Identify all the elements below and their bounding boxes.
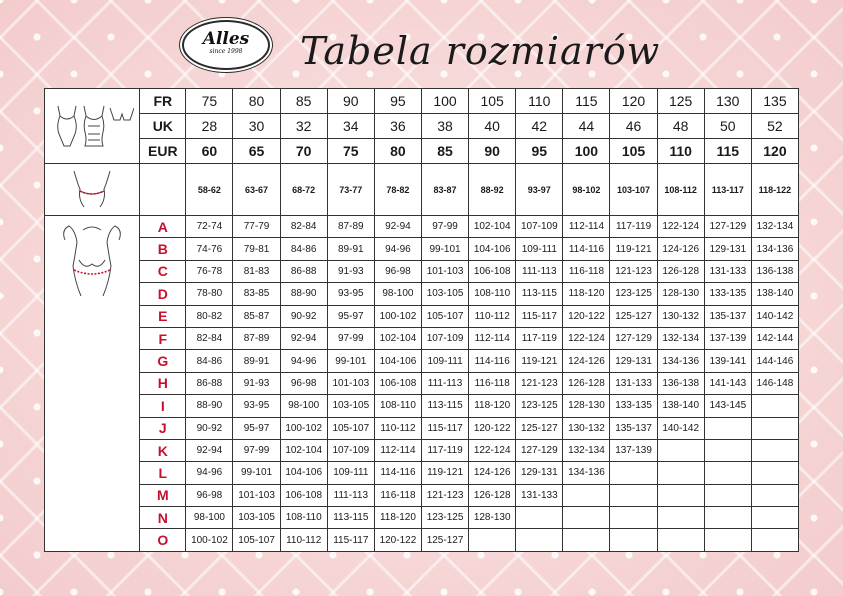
bust-range-cell xyxy=(751,439,798,461)
fr-size-cell: 90 xyxy=(327,89,374,114)
bust-range-cell xyxy=(657,462,704,484)
bust-range-cell: 120-122 xyxy=(469,417,516,439)
waist-label-cell xyxy=(140,164,186,216)
bust-range-cell xyxy=(704,507,751,529)
bust-row xyxy=(45,417,799,439)
eur-size-cell: 90 xyxy=(469,139,516,164)
eur-size-cell: 95 xyxy=(516,139,563,164)
bust-range-cell: 110-112 xyxy=(280,529,327,551)
bust-range-cell: 136-138 xyxy=(751,260,798,282)
waist-row xyxy=(45,164,799,216)
bust-row xyxy=(45,462,799,484)
bust-range-cell xyxy=(657,529,704,551)
bust-range-cell xyxy=(751,529,798,551)
bust-range-cell: 113-115 xyxy=(421,395,468,417)
bust-range-cell: 79-81 xyxy=(233,238,280,260)
bust-range-cell: 99-101 xyxy=(327,350,374,372)
bust-range-cell: 122-124 xyxy=(563,327,610,349)
bust-range-cell: 104-106 xyxy=(469,238,516,260)
bust-range-cell: 124-126 xyxy=(469,462,516,484)
cup-label: O xyxy=(140,529,186,551)
bust-range-cell: 121-123 xyxy=(610,260,657,282)
bust-range-cell: 112-114 xyxy=(563,216,610,238)
bust-range-cell: 128-130 xyxy=(563,395,610,417)
bust-range-cell xyxy=(657,439,704,461)
bust-range-cell: 122-124 xyxy=(657,216,704,238)
bust-range-cell: 138-140 xyxy=(657,395,704,417)
bust-range-cell: 111-113 xyxy=(421,372,468,394)
bust-range-cell: 134-136 xyxy=(563,462,610,484)
bust-range-cell: 97-99 xyxy=(421,216,468,238)
bust-row xyxy=(45,305,799,327)
bust-range-cell: 129-131 xyxy=(704,238,751,260)
bust-range-cell: 84-86 xyxy=(280,238,327,260)
bust-range-cell: 113-115 xyxy=(516,283,563,305)
cup-label: H xyxy=(140,372,186,394)
bust-range-cell: 118-120 xyxy=(374,507,421,529)
bust-range-cell: 141-143 xyxy=(704,372,751,394)
bust-row xyxy=(45,439,799,461)
waist-range-cell: 63-67 xyxy=(233,164,280,216)
bust-range-cell: 111-113 xyxy=(516,260,563,282)
bust-range-cell: 115-117 xyxy=(327,529,374,551)
bust-range-cell: 115-117 xyxy=(516,305,563,327)
bust-range-cell: 105-107 xyxy=(421,305,468,327)
bust-range-cell: 123-125 xyxy=(610,283,657,305)
waist-range-cell: 118-122 xyxy=(751,164,798,216)
bust-range-cell: 81-83 xyxy=(233,260,280,282)
bust-range-cell: 92-94 xyxy=(186,439,233,461)
bust-range-cell: 132-134 xyxy=(657,327,704,349)
bust-range-cell: 96-98 xyxy=(186,484,233,506)
bust-range-cell: 108-110 xyxy=(280,507,327,529)
bust-range-cell: 84-86 xyxy=(186,350,233,372)
bust-range-cell: 85-87 xyxy=(233,305,280,327)
bust-range-cell: 125-127 xyxy=(516,417,563,439)
bust-range-cell: 114-116 xyxy=(563,238,610,260)
fr-size-cell: 105 xyxy=(469,89,516,114)
waist-icon-cell xyxy=(45,164,140,216)
bust-range-cell: 127-129 xyxy=(704,216,751,238)
bust-range-cell: 130-132 xyxy=(563,417,610,439)
bust-range-cell: 94-96 xyxy=(186,462,233,484)
bust-row xyxy=(45,507,799,529)
eur-size-cell: 85 xyxy=(421,139,468,164)
bust-range-cell: 132-134 xyxy=(563,439,610,461)
bust-range-cell: 76-78 xyxy=(186,260,233,282)
eur-size-cell: 70 xyxy=(280,139,327,164)
size-chart-table xyxy=(44,88,799,552)
bust-range-cell: 111-113 xyxy=(327,484,374,506)
bust-range-cell xyxy=(657,507,704,529)
bust-range-cell: 93-95 xyxy=(233,395,280,417)
bust-range-cell: 72-74 xyxy=(186,216,233,238)
bust-range-cell: 89-91 xyxy=(327,238,374,260)
eur-size-cell: 100 xyxy=(563,139,610,164)
bust-range-cell: 124-126 xyxy=(657,238,704,260)
brand-logo xyxy=(182,20,270,70)
bust-range-cell: 133-135 xyxy=(704,283,751,305)
bust-range-cell: 125-127 xyxy=(421,529,468,551)
bust-range-cell: 106-108 xyxy=(280,484,327,506)
fr-size-cell: 115 xyxy=(563,89,610,114)
bust-range-cell: 90-92 xyxy=(280,305,327,327)
cup-label: F xyxy=(140,327,186,349)
bust-range-cell: 102-104 xyxy=(469,216,516,238)
bust-range-cell: 103-105 xyxy=(327,395,374,417)
eur-size-cell: 80 xyxy=(374,139,421,164)
bust-range-cell: 88-90 xyxy=(280,283,327,305)
bust-range-cell: 109-111 xyxy=(421,350,468,372)
bust-range-cell: 114-116 xyxy=(469,350,516,372)
uk-size-cell: 34 xyxy=(327,114,374,139)
eur-size-cell: 110 xyxy=(657,139,704,164)
bust-range-cell: 110-112 xyxy=(374,417,421,439)
bust-range-cell: 124-126 xyxy=(563,350,610,372)
eur-size-cell: 115 xyxy=(704,139,751,164)
bust-row xyxy=(45,283,799,305)
bust-range-cell: 118-120 xyxy=(563,283,610,305)
bust-range-cell: 87-89 xyxy=(233,327,280,349)
bust-range-cell: 99-101 xyxy=(233,462,280,484)
waist-range-cell: 83-87 xyxy=(421,164,468,216)
bust-range-cell: 126-128 xyxy=(657,260,704,282)
bust-range-cell: 107-109 xyxy=(516,216,563,238)
waist-range-cell: 113-117 xyxy=(704,164,751,216)
cup-label: K xyxy=(140,439,186,461)
eur-size-cell: 105 xyxy=(610,139,657,164)
uk-size-cell: 38 xyxy=(421,114,468,139)
garments-icon-cell xyxy=(45,89,140,164)
uk-size-cell: 28 xyxy=(186,114,233,139)
fr-size-cell: 80 xyxy=(233,89,280,114)
bust-range-cell: 109-111 xyxy=(327,462,374,484)
bust-range-cell: 135-137 xyxy=(704,305,751,327)
bust-range-cell: 94-96 xyxy=(280,350,327,372)
bust-range-cell: 135-137 xyxy=(610,417,657,439)
bust-range-cell: 110-112 xyxy=(469,305,516,327)
bust-range-cell xyxy=(704,462,751,484)
bust-range-cell: 118-120 xyxy=(469,395,516,417)
logo-since: since 1998 xyxy=(209,48,243,55)
bust-range-cell: 99-101 xyxy=(421,238,468,260)
waist-range-cell: 78-82 xyxy=(374,164,421,216)
uk-size-cell: 36 xyxy=(374,114,421,139)
bust-range-cell: 106-108 xyxy=(374,372,421,394)
bust-range-cell: 134-136 xyxy=(657,350,704,372)
bust-range-cell: 86-88 xyxy=(186,372,233,394)
bust-range-cell: 142-144 xyxy=(751,327,798,349)
bust-range-cell: 121-123 xyxy=(421,484,468,506)
bust-range-cell: 112-114 xyxy=(469,327,516,349)
bust-range-cell: 82-84 xyxy=(186,327,233,349)
bust-range-cell: 96-98 xyxy=(374,260,421,282)
fr-size-cell: 75 xyxy=(186,89,233,114)
bust-range-cell: 103-105 xyxy=(233,507,280,529)
uk-size-cell: 48 xyxy=(657,114,704,139)
bust-range-cell: 127-129 xyxy=(610,327,657,349)
uk-size-cell: 50 xyxy=(704,114,751,139)
bust-row xyxy=(45,372,799,394)
fr-size-cell: 120 xyxy=(610,89,657,114)
cup-label: E xyxy=(140,305,186,327)
bust-row xyxy=(45,260,799,282)
bust-range-cell: 125-127 xyxy=(610,305,657,327)
bust-range-cell xyxy=(610,462,657,484)
bust-range-cell: 91-93 xyxy=(233,372,280,394)
bust-range-cell: 123-125 xyxy=(516,395,563,417)
size-chart-sheet xyxy=(44,88,799,552)
lingerie-garments-icon xyxy=(50,96,134,156)
eur-size-cell: 120 xyxy=(751,139,798,164)
bust-range-cell: 86-88 xyxy=(280,260,327,282)
bust-range-cell: 96-98 xyxy=(280,372,327,394)
bust-range-cell: 74-76 xyxy=(186,238,233,260)
waist-range-cell: 73-77 xyxy=(327,164,374,216)
bust-range-cell: 92-94 xyxy=(280,327,327,349)
fr-size-cell: 100 xyxy=(421,89,468,114)
bust-range-cell: 138-140 xyxy=(751,283,798,305)
bust-range-cell: 100-102 xyxy=(186,529,233,551)
bust-range-cell xyxy=(751,462,798,484)
bust-range-cell: 88-90 xyxy=(186,395,233,417)
bust-range-cell: 107-109 xyxy=(421,327,468,349)
bust-row xyxy=(45,350,799,372)
bust-range-cell xyxy=(657,484,704,506)
bust-range-cell xyxy=(751,417,798,439)
bust-range-cell: 126-128 xyxy=(563,372,610,394)
fr-label: FR xyxy=(140,89,186,114)
bust-range-cell xyxy=(563,507,610,529)
bust-range-cell: 102-104 xyxy=(280,439,327,461)
bust-range-cell: 93-95 xyxy=(327,283,374,305)
cup-label: B xyxy=(140,238,186,260)
cup-label: M xyxy=(140,484,186,506)
bust-range-cell: 100-102 xyxy=(280,417,327,439)
bust-range-cell: 91-93 xyxy=(327,260,374,282)
waist-range-cell: 108-112 xyxy=(657,164,704,216)
bust-range-cell: 129-131 xyxy=(610,350,657,372)
bust-range-cell: 119-121 xyxy=(421,462,468,484)
bust-range-cell: 100-102 xyxy=(374,305,421,327)
bust-range-cell xyxy=(704,439,751,461)
bust-icon-cell xyxy=(45,216,140,552)
bust-range-cell: 105-107 xyxy=(327,417,374,439)
bust-range-cell xyxy=(751,395,798,417)
bust-range-cell: 117-119 xyxy=(516,327,563,349)
bust-row xyxy=(45,216,799,238)
cup-label: G xyxy=(140,350,186,372)
bust-range-cell: 104-106 xyxy=(280,462,327,484)
bust-range-cell: 97-99 xyxy=(233,439,280,461)
waist-measure-icon xyxy=(62,167,122,213)
bust-range-cell: 128-130 xyxy=(657,283,704,305)
bust-range-cell: 95-97 xyxy=(327,305,374,327)
bust-range-cell: 120-122 xyxy=(563,305,610,327)
bust-row xyxy=(45,327,799,349)
bust-range-cell: 133-135 xyxy=(610,395,657,417)
bust-range-cell: 80-82 xyxy=(186,305,233,327)
waist-range-cell: 68-72 xyxy=(280,164,327,216)
bust-range-cell: 121-123 xyxy=(516,372,563,394)
bust-range-cell: 131-133 xyxy=(704,260,751,282)
bust-range-cell: 114-116 xyxy=(374,462,421,484)
bust-range-cell: 120-122 xyxy=(374,529,421,551)
bust-range-cell: 122-124 xyxy=(469,439,516,461)
uk-size-cell: 46 xyxy=(610,114,657,139)
bust-range-cell: 116-118 xyxy=(469,372,516,394)
bust-range-cell: 112-114 xyxy=(374,439,421,461)
bust-range-cell: 129-131 xyxy=(516,462,563,484)
bust-range-cell: 102-104 xyxy=(374,327,421,349)
bust-range-cell: 107-109 xyxy=(327,439,374,461)
uk-size-cell: 40 xyxy=(469,114,516,139)
waist-range-cell: 93-97 xyxy=(516,164,563,216)
fr-size-cell: 125 xyxy=(657,89,704,114)
cup-label: C xyxy=(140,260,186,282)
uk-row xyxy=(45,114,799,139)
bust-range-cell: 98-100 xyxy=(280,395,327,417)
uk-size-cell: 32 xyxy=(280,114,327,139)
eur-size-cell: 60 xyxy=(186,139,233,164)
bust-range-cell: 134-136 xyxy=(751,238,798,260)
bust-range-cell: 116-118 xyxy=(563,260,610,282)
bust-range-cell: 126-128 xyxy=(469,484,516,506)
bust-range-cell: 98-100 xyxy=(186,507,233,529)
bust-range-cell xyxy=(516,529,563,551)
bust-range-cell: 144-146 xyxy=(751,350,798,372)
bust-range-cell: 101-103 xyxy=(421,260,468,282)
bust-range-cell: 101-103 xyxy=(327,372,374,394)
bust-range-cell xyxy=(563,484,610,506)
bust-row xyxy=(45,238,799,260)
bust-range-cell: 104-106 xyxy=(374,350,421,372)
bust-range-cell: 103-105 xyxy=(421,283,468,305)
eur-size-cell: 75 xyxy=(327,139,374,164)
bust-range-cell: 94-96 xyxy=(374,238,421,260)
page-title: Tabela rozmiarów xyxy=(300,29,661,73)
cup-label: J xyxy=(140,417,186,439)
eur-size-cell: 65 xyxy=(233,139,280,164)
bust-measure-icon xyxy=(57,220,127,304)
bust-range-cell: 105-107 xyxy=(233,529,280,551)
bust-range-cell: 139-141 xyxy=(704,350,751,372)
fr-size-cell: 135 xyxy=(751,89,798,114)
bust-range-cell xyxy=(610,529,657,551)
uk-size-cell: 30 xyxy=(233,114,280,139)
bust-range-cell: 136-138 xyxy=(657,372,704,394)
waist-range-cell: 98-102 xyxy=(563,164,610,216)
bust-range-cell xyxy=(751,484,798,506)
bust-range-cell: 127-129 xyxy=(516,439,563,461)
bust-range-cell: 82-84 xyxy=(280,216,327,238)
bust-range-cell: 137-139 xyxy=(704,327,751,349)
cup-label: N xyxy=(140,507,186,529)
bust-range-cell: 143-145 xyxy=(704,395,751,417)
bust-range-cell: 95-97 xyxy=(233,417,280,439)
fr-size-cell: 85 xyxy=(280,89,327,114)
uk-size-cell: 44 xyxy=(563,114,610,139)
bust-range-cell: 106-108 xyxy=(469,260,516,282)
bust-range-cell: 140-142 xyxy=(751,305,798,327)
bust-range-cell xyxy=(469,529,516,551)
bust-range-cell: 117-119 xyxy=(610,216,657,238)
bust-range-cell xyxy=(751,507,798,529)
bust-range-cell: 137-139 xyxy=(610,439,657,461)
fr-row xyxy=(45,89,799,114)
bust-range-cell: 77-79 xyxy=(233,216,280,238)
bust-range-cell: 92-94 xyxy=(374,216,421,238)
bust-range-cell: 146-148 xyxy=(751,372,798,394)
bust-range-cell: 131-133 xyxy=(610,372,657,394)
bust-range-cell: 78-80 xyxy=(186,283,233,305)
bust-range-cell: 128-130 xyxy=(469,507,516,529)
bust-range-cell: 132-134 xyxy=(751,216,798,238)
bust-range-cell: 101-103 xyxy=(233,484,280,506)
bust-row xyxy=(45,484,799,506)
bust-range-cell: 131-133 xyxy=(516,484,563,506)
fr-size-cell: 130 xyxy=(704,89,751,114)
bust-range-cell: 97-99 xyxy=(327,327,374,349)
bust-range-cell: 115-117 xyxy=(421,417,468,439)
waist-range-cell: 103-107 xyxy=(610,164,657,216)
bust-range-cell: 119-121 xyxy=(610,238,657,260)
eur-label: EUR xyxy=(140,139,186,164)
cup-label: D xyxy=(140,283,186,305)
uk-size-cell: 52 xyxy=(751,114,798,139)
logo-name: Alles xyxy=(202,29,250,49)
bust-range-cell: 119-121 xyxy=(516,350,563,372)
bust-range-cell: 123-125 xyxy=(421,507,468,529)
waist-range-cell: 88-92 xyxy=(469,164,516,216)
bust-range-cell: 116-118 xyxy=(374,484,421,506)
eur-row xyxy=(45,139,799,164)
bust-range-cell: 108-110 xyxy=(374,395,421,417)
bust-range-cell xyxy=(610,484,657,506)
bust-range-cell: 130-132 xyxy=(657,305,704,327)
cup-label: I xyxy=(140,395,186,417)
bust-range-cell: 89-91 xyxy=(233,350,280,372)
uk-size-cell: 42 xyxy=(516,114,563,139)
bust-range-cell xyxy=(704,484,751,506)
bust-range-cell: 140-142 xyxy=(657,417,704,439)
bust-row xyxy=(45,529,799,551)
bust-range-cell xyxy=(516,507,563,529)
bust-row xyxy=(45,395,799,417)
waist-range-cell: 58-62 xyxy=(186,164,233,216)
bust-range-cell xyxy=(563,529,610,551)
bust-range-cell xyxy=(704,417,751,439)
bust-range-cell: 108-110 xyxy=(469,283,516,305)
fr-size-cell: 110 xyxy=(516,89,563,114)
cup-label: L xyxy=(140,462,186,484)
bust-range-cell xyxy=(610,507,657,529)
bust-range-cell: 87-89 xyxy=(327,216,374,238)
bust-range-cell xyxy=(704,529,751,551)
bust-range-cell: 117-119 xyxy=(421,439,468,461)
bust-range-cell: 83-85 xyxy=(233,283,280,305)
fr-size-cell: 95 xyxy=(374,89,421,114)
uk-label: UK xyxy=(140,114,186,139)
cup-label: A xyxy=(140,216,186,238)
bust-range-cell: 109-111 xyxy=(516,238,563,260)
bust-range-cell: 113-115 xyxy=(327,507,374,529)
bust-range-cell: 90-92 xyxy=(186,417,233,439)
bust-range-cell: 98-100 xyxy=(374,283,421,305)
